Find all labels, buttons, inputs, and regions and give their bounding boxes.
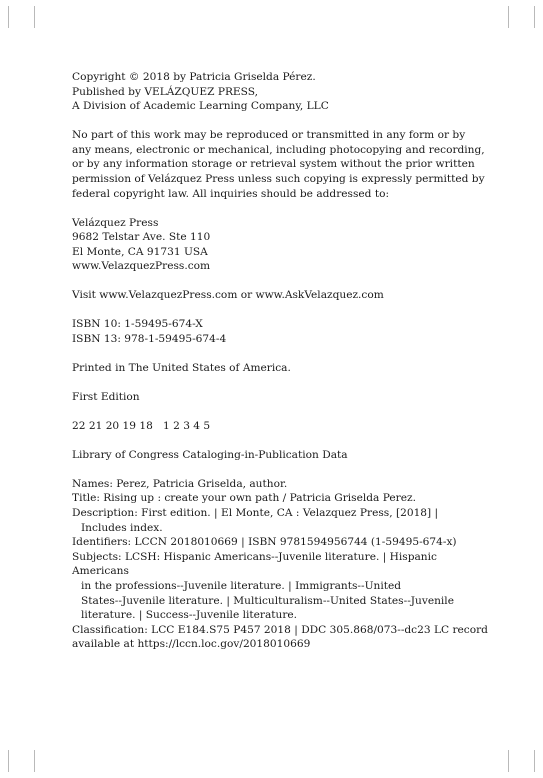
cip-identifiers: Identifiers: LCCN 2018010669 | ISBN 9781594956744 (1-59495-674-x) bbox=[72, 536, 457, 549]
printed-line: Printed in The United States of America. bbox=[72, 361, 291, 374]
crop-mark bbox=[534, 6, 535, 28]
cip-classification-cont: available at https://lccn.loc.gov/2018010669 bbox=[72, 638, 311, 651]
rights-line: No part of this work may be reproduced or transmitted in any form or by bbox=[72, 129, 466, 142]
cip-description-cont: Includes index. bbox=[81, 521, 163, 534]
address-name: Velázquez Press bbox=[72, 216, 159, 229]
crop-mark bbox=[508, 6, 509, 28]
rights-line: any means, electronic or mechanical, including photocopying and recording, bbox=[72, 143, 485, 156]
division-line: A Division of Academic Learning Company, LLC bbox=[72, 100, 329, 113]
cip-subjects-cont: Americans bbox=[72, 565, 129, 578]
address-web: www.VelazquezPress.com bbox=[72, 260, 211, 273]
crop-mark bbox=[8, 750, 9, 772]
crop-mark bbox=[508, 750, 509, 772]
cip-subjects-cont: in the professions--Juvenile literature. | Immigrants--United bbox=[81, 579, 402, 592]
copyright-line: Copyright © 2018 by Patricia Griselda Pérez. bbox=[72, 71, 316, 83]
rights-line: or by any information storage or retrieval system without the prior written bbox=[72, 158, 475, 171]
cip-description: Description: First edition. | El Monte, CA : Velazquez Press, [2018] | bbox=[72, 506, 439, 519]
crop-mark bbox=[34, 6, 35, 28]
isbn-13: ISBN 13: 978-1-59495-674-4 bbox=[72, 332, 227, 345]
crop-mark bbox=[534, 750, 535, 772]
address-street: 9682 Telstar Ave. Ste 110 bbox=[72, 231, 211, 244]
rights-line: federal copyright law. All inquiries should be addressed to: bbox=[72, 187, 390, 200]
visit-line: Visit www.VelazquezPress.com or www.AskVelazquez.com bbox=[72, 289, 384, 302]
copyright-page bbox=[72, 70, 492, 652]
cip-names: Names: Perez, Patricia Griselda, author. bbox=[72, 477, 288, 490]
cip-subjects-cont: States--Juvenile literature. | Multiculturalism--United States--Juvenile bbox=[81, 594, 454, 607]
isbn-10: ISBN 10: 1-59495-674-X bbox=[72, 318, 203, 331]
cip-subjects-cont: literature. | Success--Juvenile literature. bbox=[81, 609, 298, 622]
address-city: El Monte, CA 91731 USA bbox=[72, 245, 208, 258]
crop-mark bbox=[34, 750, 35, 772]
cip-heading: Library of Congress Cataloging-in-Publication Data bbox=[72, 448, 348, 461]
edition-line: First Edition bbox=[72, 390, 140, 403]
rights-line: permission of Velázquez Press unless such copying is expressly permitted by bbox=[72, 172, 485, 185]
printing-line: 22 21 20 19 18 1 2 3 4 5 bbox=[72, 419, 211, 432]
cip-classification: Classification: LCC E184.S75 P457 2018 | DDC 305.868/073--dc23 LC record bbox=[72, 623, 488, 636]
cip-subjects: Subjects: LCSH: Hispanic Americans--Juvenile literature. | Hispanic bbox=[72, 550, 437, 563]
cip-title: Title: Rising up : create your own path / Patricia Griselda Perez. bbox=[72, 492, 416, 505]
crop-mark bbox=[8, 6, 9, 28]
publisher-line: Published by VELÁZQUEZ PRESS, bbox=[72, 85, 258, 98]
